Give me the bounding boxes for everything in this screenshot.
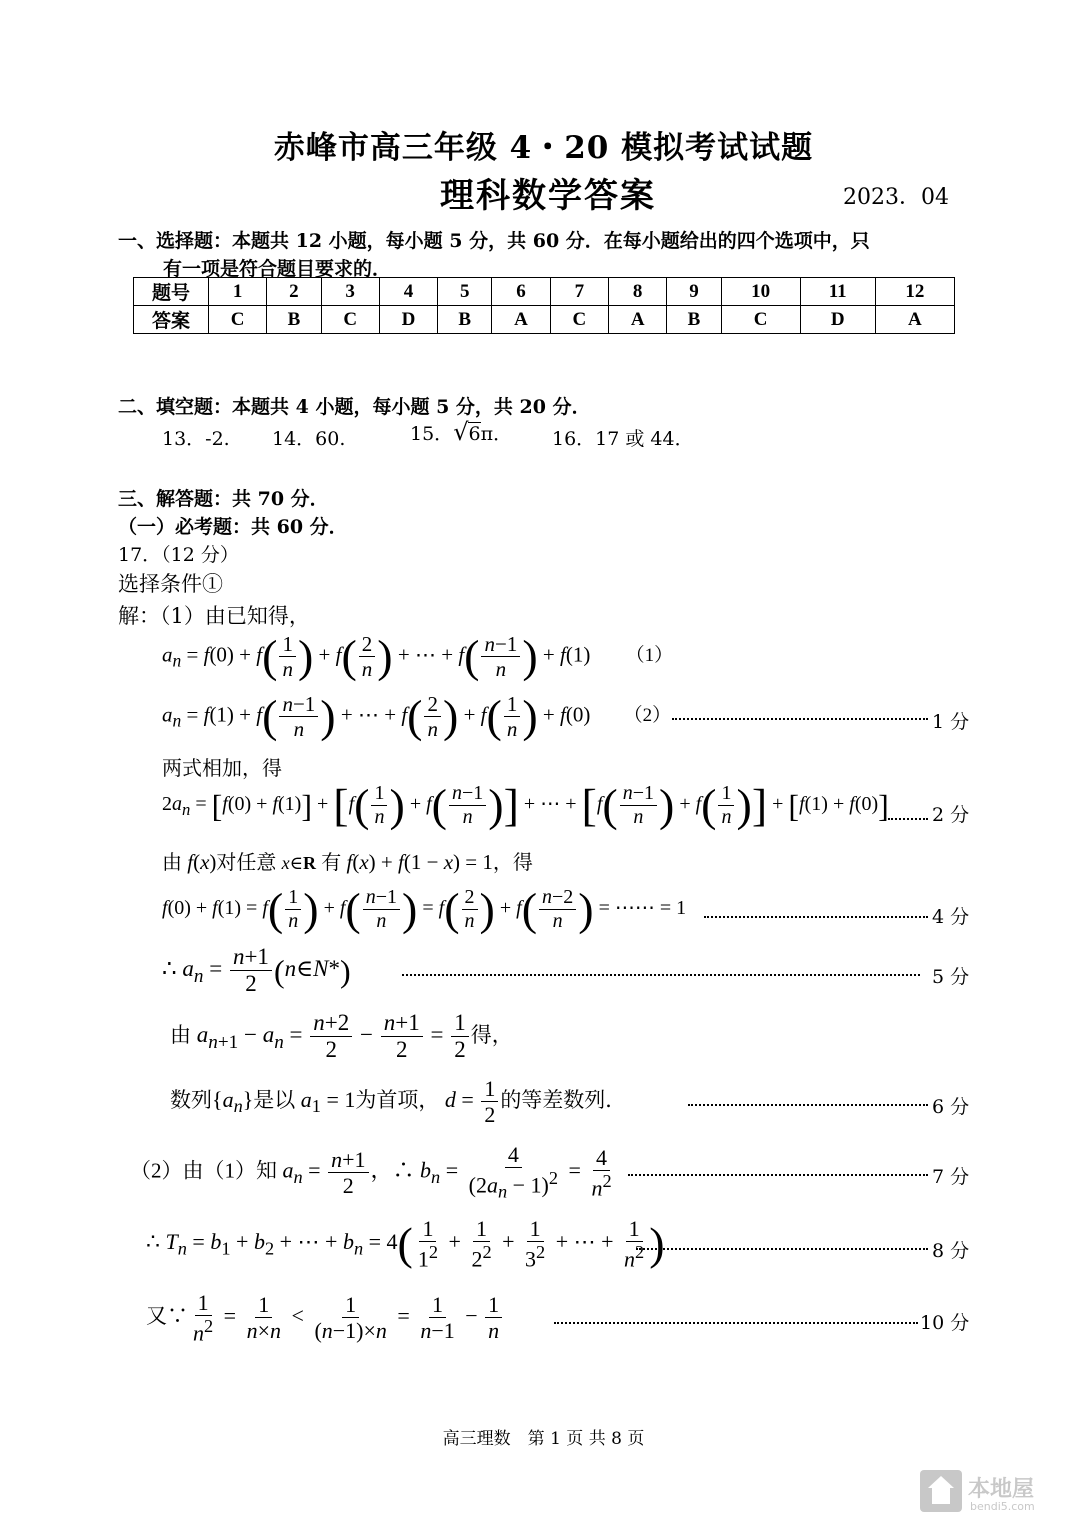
answer-15-suffix: π． [480,423,513,445]
dot-leader [636,1248,928,1250]
condition-line: 由 f(x)对任意 x∈R 有 f(x) + f(1 − x) = 1，得 [162,850,533,874]
score-mark: 7 分 [932,1166,970,1188]
part-2-line: （2）由（1）知 $a_n$ = $\frac{n+1}{2}$ ，∴ $b_n$ = $\frac{4}{(2a_n - 1)^2}$ = $\frac{4}{n^2}$ [130,1142,612,1203]
answer-cell: D [800,306,875,334]
answer-14: 14．60. [272,428,346,450]
answer-cell: A [492,306,550,334]
dot-leader [554,1322,918,1324]
equation-sum: $2a_n = [f(0) + f(1)] + [f$( $\frac{1}{n}$ ) + f( $\frac{n-1}{n}$ )] + ⋯ + [f( $\frac{n-1}{n}$ ) + f( $\frac{1}{n}$ )] + [f(1) + f(0)] [162,779,889,831]
row-label-number: 题号 [134,278,209,306]
answer-15-radicand: 6 [468,423,481,445]
section3-heading: 三、解答题：共 70 分． [118,488,329,510]
equation-1: $a_n = f(0) + f$( $\frac{1}{n}$ ) + f( $\frac{2}{n}$ ) + ⋯ + f( $\frac{n-1}{n}$ ) + f(1) （1） [162,630,674,682]
answer-16: 16．17 或 44． [552,428,694,450]
question-number: 11 [800,278,875,306]
equation-pairs: f(0) + f(1) = f( $\frac{1}{n}$ ) + f( $\frac{n-1}{n}$ ) = f( $\frac{2}{n}$ ) + f( $\frac{n-2}{n}$ ) = ⋯⋯ = 1 [162,883,687,935]
deduce-text: 得， [470,1023,513,1048]
general-term: ∴ $a_n$ = $\frac{n+1}{2}$ (n∈N*) [162,944,351,997]
answer-cell: C [550,306,608,334]
question-17-label: 17．（12 分） [118,544,239,566]
answer-cell: A [875,306,954,334]
page-title: 赤峰市高三年级 4・20 模拟考试试题 [273,130,814,166]
question-number: 8 [609,278,667,306]
sequence-line: 数列$\{a_n\}$是以 $a_1 = 1$为首项， d = $\frac{1}{2}$ 的等差数列． [170,1076,627,1128]
answer-cell: C [721,306,800,334]
page-subtitle: 理科数学答案 [440,176,656,216]
dot-leader [402,974,920,976]
difference-line: 由 $a_{n+1} - a_n$ = $\frac{n+2}{2}$ − $\frac{n+1}{2}$ = $\frac{1}{2}$ 得， [170,1010,513,1063]
answer-cell: C [321,306,379,334]
answer-15: 15．√6π． [410,418,513,446]
answer-15-prefix: 15． [410,423,454,445]
inequality-line: 又∵ $\frac{1}{n^2}$ = $\frac{1}{n\times n}$ < $\frac{1}{(n-1)\times n}$ = $\frac{1}{n-1}$ − $\frac{1}{n}$ [146,1290,504,1346]
watermark-title: 本地屋 [968,1477,1035,1502]
condition-label: 选择条件① [118,572,223,596]
score-mark: 6 分 [932,1096,970,1118]
question-number: 3 [321,278,379,306]
dot-leader [888,818,928,820]
dot-leader [672,718,928,720]
answer-cell: B [267,306,321,334]
question-number: 1 [209,278,267,306]
watermark-logo [920,1470,1070,1518]
row-label-answer: 答案 [134,306,209,334]
watermark-url: bendi5.com [970,1500,1035,1513]
sum-line: ∴ $T_n = b_1 + b_2$ + ⋯ + $b_n = 4$( $\frac{1}{1^2}$ + $\frac{1}{2^2}$ + $\frac{1}{3^2}$ + ⋯ + $\frac{1}{n^2}$ ) [146,1216,665,1272]
equation-1-tag: （1） [625,645,674,667]
page-footer: 高三理数 第 1 页 共 8 页 [442,1429,645,1449]
equation-2: $a_n = f(1) + f$( $\frac{n-1}{n}$ ) + ⋯ + f( $\frac{2}{n}$ ) + f( $\frac{1}{n}$ ) + f(0) （2） [162,690,672,742]
score-mark: 10 分 [920,1312,970,1334]
dot-leader [704,916,928,918]
dot-leader [688,1104,928,1106]
equation-2-tag: （2） [623,705,672,727]
part2-text: （2）由（1）知 [130,1158,277,1183]
seq-text-1: 数列 [170,1087,212,1112]
answer-cell: B [438,306,492,334]
section3-subheading: （一）必考题：共 60 分． [118,516,348,538]
section2-heading: 二、填空题：本题共 4 小题，每小题 5 分，共 20 分． [118,396,591,418]
score-mark: 8 分 [932,1240,970,1262]
seq-text-3: 为首项， [355,1087,440,1112]
answer-cell: B [667,306,721,334]
seq-text-2: 是以 [253,1087,296,1112]
dot-leader [628,1174,928,1176]
table-row-answers [134,306,955,334]
answer-cell: A [609,306,667,334]
exam-date: 2023．04 [843,185,949,210]
score-mark: 1 分 [932,711,970,733]
solution-intro: 解：（1）由已知得， [118,604,310,628]
by-text-2: 对任意 [216,852,277,874]
answer-13: 13．-2. [162,428,230,450]
question-number: 4 [379,278,437,306]
question-number: 9 [667,278,721,306]
answer-cell: D [379,306,437,334]
by-text-3: 有 [321,852,342,874]
question-number: 12 [875,278,954,306]
you-text: 又∵ [146,1304,188,1328]
question-number: 2 [267,278,321,306]
question-number: 5 [438,278,492,306]
question-number: 6 [492,278,550,306]
question-number: 7 [550,278,608,306]
score-mark: 4 分 [932,906,970,928]
section1-heading-cont: 有一项是符合题目要求的． [163,258,392,280]
section1-heading: 一、选择题：本题共 12 小题，每小题 5 分，共 60 分．在每小题给出的四个选项中，只 [118,230,870,252]
question-number: 10 [721,278,800,306]
score-mark: 5 分 [932,966,970,988]
by-text-4: ，得 [492,852,533,874]
house-icon [920,1470,962,1512]
by-text-1: 由 [162,852,182,874]
answer-table [133,277,955,334]
score-mark: 2 分 [932,804,970,826]
add-text: 两式相加，得 [162,756,282,780]
answer-cell: C [209,306,267,334]
seq-text-4: 的等差数列． [500,1087,627,1112]
table-row-numbers [134,278,955,306]
